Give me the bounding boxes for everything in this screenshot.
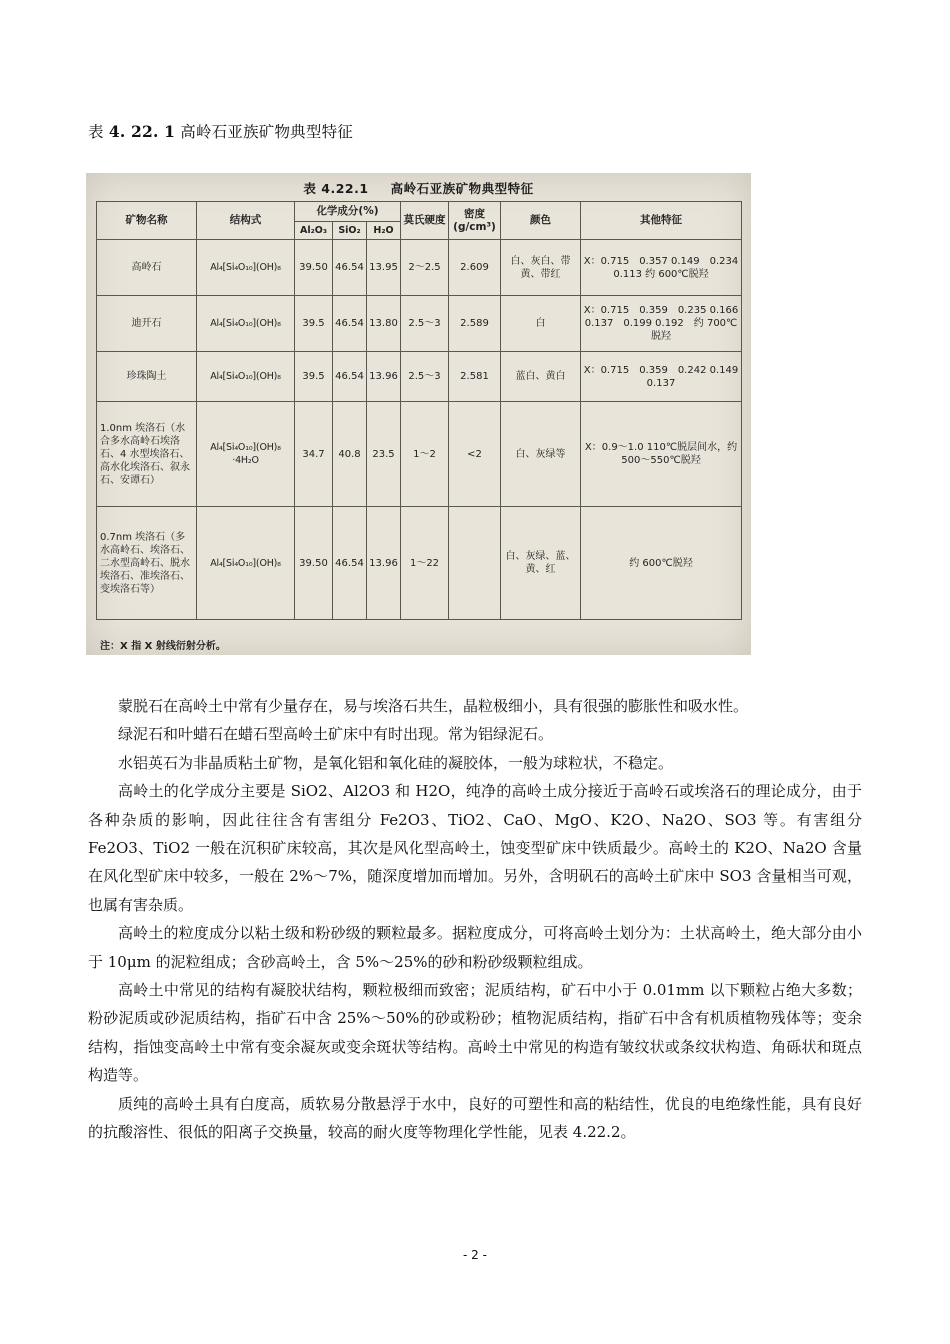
paragraph: 高岭土的粒度成分以粘土级和粉砂级的颗粒最多。据粒度成分，可将高岭土划分为：土状高岭土，绝大部分由小于 10μm 的泥粒组成；含砂高岭土，含 5%～25%的砂和粉砂级颗粒组成。 xyxy=(88,924,862,971)
row-al2o3: 34.7 xyxy=(295,402,333,507)
row-formula: Al₄[Si₄O₁₀](OH)₈ xyxy=(197,352,295,402)
table-header-row xyxy=(97,202,742,222)
header-formula: 结构式 xyxy=(197,202,295,240)
header-mineral: 矿物名称 xyxy=(97,202,197,240)
header-density: 密度(g/cm³) xyxy=(449,202,501,240)
row-al2o3: 39.50 xyxy=(295,240,333,296)
row-color: 白、灰白、带黄、带红 xyxy=(501,240,581,296)
table-note: 注：X 指 X 射线衍射分析。 xyxy=(100,641,226,652)
table-row xyxy=(97,296,742,352)
header-other: 其他特征 xyxy=(581,202,742,240)
paragraph: 蒙脱石在高岭土中常有少量存在，易与埃洛石共生，晶粒极细小，具有很强的膨胀性和吸水性。 xyxy=(118,697,749,715)
paragraph: 高岭土中常见的结构有凝胶状结构，颗粒极细而致密；泥质结构，矿石中小于 0.01mm 以下颗粒占绝大多数；粉砂泥质或砂泥质结构，指矿石中含 25%～50%的砂或粉砂；植物泥质结构，指矿石中含有机质植物残体等；变余结构，指蚀变高岭土中常有变余凝灰或变余斑状等结构。高岭土中常见的构造有皱纹状或条纹状构造、角砾状和斑点构造等。 xyxy=(88,981,862,1085)
row-mineral: 珍珠陶土 xyxy=(97,352,197,402)
row-al2o3: 39.50 xyxy=(295,507,333,620)
scan-title-number: 表 4.22.1 xyxy=(303,181,369,196)
paragraph: 质纯的高岭土具有白度高，质软易分散悬浮于水中，良好的可塑性和高的粘结性，优良的电绝缘性能，具有良好的抗酸溶性、很低的阳离子交换量，较高的耐火度等物理化学性能，见表 4.22.2。 xyxy=(88,1094,862,1142)
caption-number: 4. 22. 1 xyxy=(108,122,176,141)
row-formula: Al₄[Si₄O₁₀](OH)₈ ·4H₂O xyxy=(197,402,295,507)
row-sio2: 46.54 xyxy=(333,352,367,402)
row-color: 白、灰绿等 xyxy=(501,402,581,507)
row-density: 2.581 xyxy=(449,352,501,402)
row-formula: Al₄[Si₄O₁₀](OH)₈ xyxy=(197,240,295,296)
header-al2o3: Al₂O₃ xyxy=(295,222,333,240)
row-other: X：0.715 0.359 0.235 0.166 0.137 0.199 0.192 约 700℃脱羟 xyxy=(581,296,742,352)
row-hardness: 1～2 xyxy=(401,402,449,507)
caption-title: 高岭石亚族矿物典型特征 xyxy=(175,123,353,141)
table-row xyxy=(97,240,742,296)
header-h2o: H₂O xyxy=(367,222,401,240)
paragraph: 水铝英石为非晶质粘土矿物，是氧化铝和氧化硅的凝胶体，一般为球粒状，不稳定。 xyxy=(118,753,674,772)
header-chem: 化学成分(%) xyxy=(295,202,401,222)
paragraph: 高岭土的化学成分主要是 SiO2、Al2O3 和 H2O，纯净的高岭土成分接近于高岭石或埃洛石的理论成分，由于各种杂质的影响，因此往往含有害组分 Fe2O3、TiO2、CaO、MgO、K2O、Na2O、SO3 等。有害组分 Fe2O3、TiO2 一般在沉积矿床较高，其次是风化型高岭土，蚀变型矿床中铁质最少。高岭土的 K2O、Na2O 含量在风化型矿床中较多，一般在 2%～7%，随深度增加而增加。另外，含明矾石的高岭土矿床中 SO3 含量相当可观，也属有害杂质。 xyxy=(88,782,862,914)
row-density: <2 xyxy=(449,402,501,507)
header-color: 颜色 xyxy=(501,202,581,240)
scanned-table-image xyxy=(86,173,751,655)
table-row xyxy=(97,507,742,620)
row-other: X：0.715 0.359 0.242 0.149 0.137 xyxy=(581,352,742,402)
row-hardness: 2～2.5 xyxy=(401,240,449,296)
row-sio2: 46.54 xyxy=(333,507,367,620)
caption-prefix: 表 xyxy=(88,123,109,141)
paragraph: 绿泥石和叶蜡石在蜡石型高岭土矿床中有时出现。常为铝绿泥石。 xyxy=(118,725,554,744)
row-density xyxy=(449,507,501,620)
table-row xyxy=(97,402,742,507)
header-sio2: SiO₂ xyxy=(333,222,367,240)
row-density: 2.589 xyxy=(449,296,501,352)
row-h2o: 23.5 xyxy=(367,402,401,507)
row-mineral: 1.0nm 埃洛石（水合多水高岭石埃洛石、4 水型埃洛石、高水化埃洛石、叙永石、安谭石） xyxy=(97,402,197,507)
scan-title xyxy=(86,179,751,197)
header-hardness: 莫氏硬度 xyxy=(401,202,449,240)
row-sio2: 46.54 xyxy=(333,296,367,352)
row-color: 白、灰绿、蓝、黄、红 xyxy=(501,507,581,620)
row-hardness: 1～22 xyxy=(401,507,449,620)
table-row xyxy=(97,352,742,402)
row-sio2: 40.8 xyxy=(333,402,367,507)
row-formula: Al₄[Si₄O₁₀](OH)₈ xyxy=(197,296,295,352)
row-h2o: 13.80 xyxy=(367,296,401,352)
row-color: 白 xyxy=(501,296,581,352)
row-mineral: 高岭石 xyxy=(97,240,197,296)
row-formula: Al₄[Si₄O₁₀](OH)₈ xyxy=(197,507,295,620)
row-h2o: 13.95 xyxy=(367,240,401,296)
row-al2o3: 39.5 xyxy=(295,352,333,402)
row-other: X：0.9～1.0 110℃脱层间水，约 500～550℃脱羟 xyxy=(581,402,742,507)
table-caption xyxy=(88,120,353,142)
row-h2o: 13.96 xyxy=(367,352,401,402)
row-h2o: 13.96 xyxy=(367,507,401,620)
row-hardness: 2.5～3 xyxy=(401,296,449,352)
row-other: X：0.715 0.357 0.149 0.234 0.113 约 600℃脱羟 xyxy=(581,240,742,296)
mineral-table xyxy=(96,201,749,620)
row-hardness: 2.5～3 xyxy=(401,352,449,402)
row-mineral: 0.7nm 埃洛石（多水高岭石、埃洛石、二水型高岭石、脱水埃洛石、准埃洛石、变埃洛石等） xyxy=(97,507,197,620)
row-sio2: 46.54 xyxy=(333,240,367,296)
row-mineral: 迪开石 xyxy=(97,296,197,352)
row-other: 约 600℃脱羟 xyxy=(581,507,742,620)
page-number: - 2 - xyxy=(463,1248,487,1262)
row-color: 蓝白、黄白 xyxy=(501,352,581,402)
body-text xyxy=(88,692,862,1147)
scan-title-text: 高岭石亚族矿物典型特征 xyxy=(390,181,534,196)
row-density: 2.609 xyxy=(449,240,501,296)
row-al2o3: 39.5 xyxy=(295,296,333,352)
